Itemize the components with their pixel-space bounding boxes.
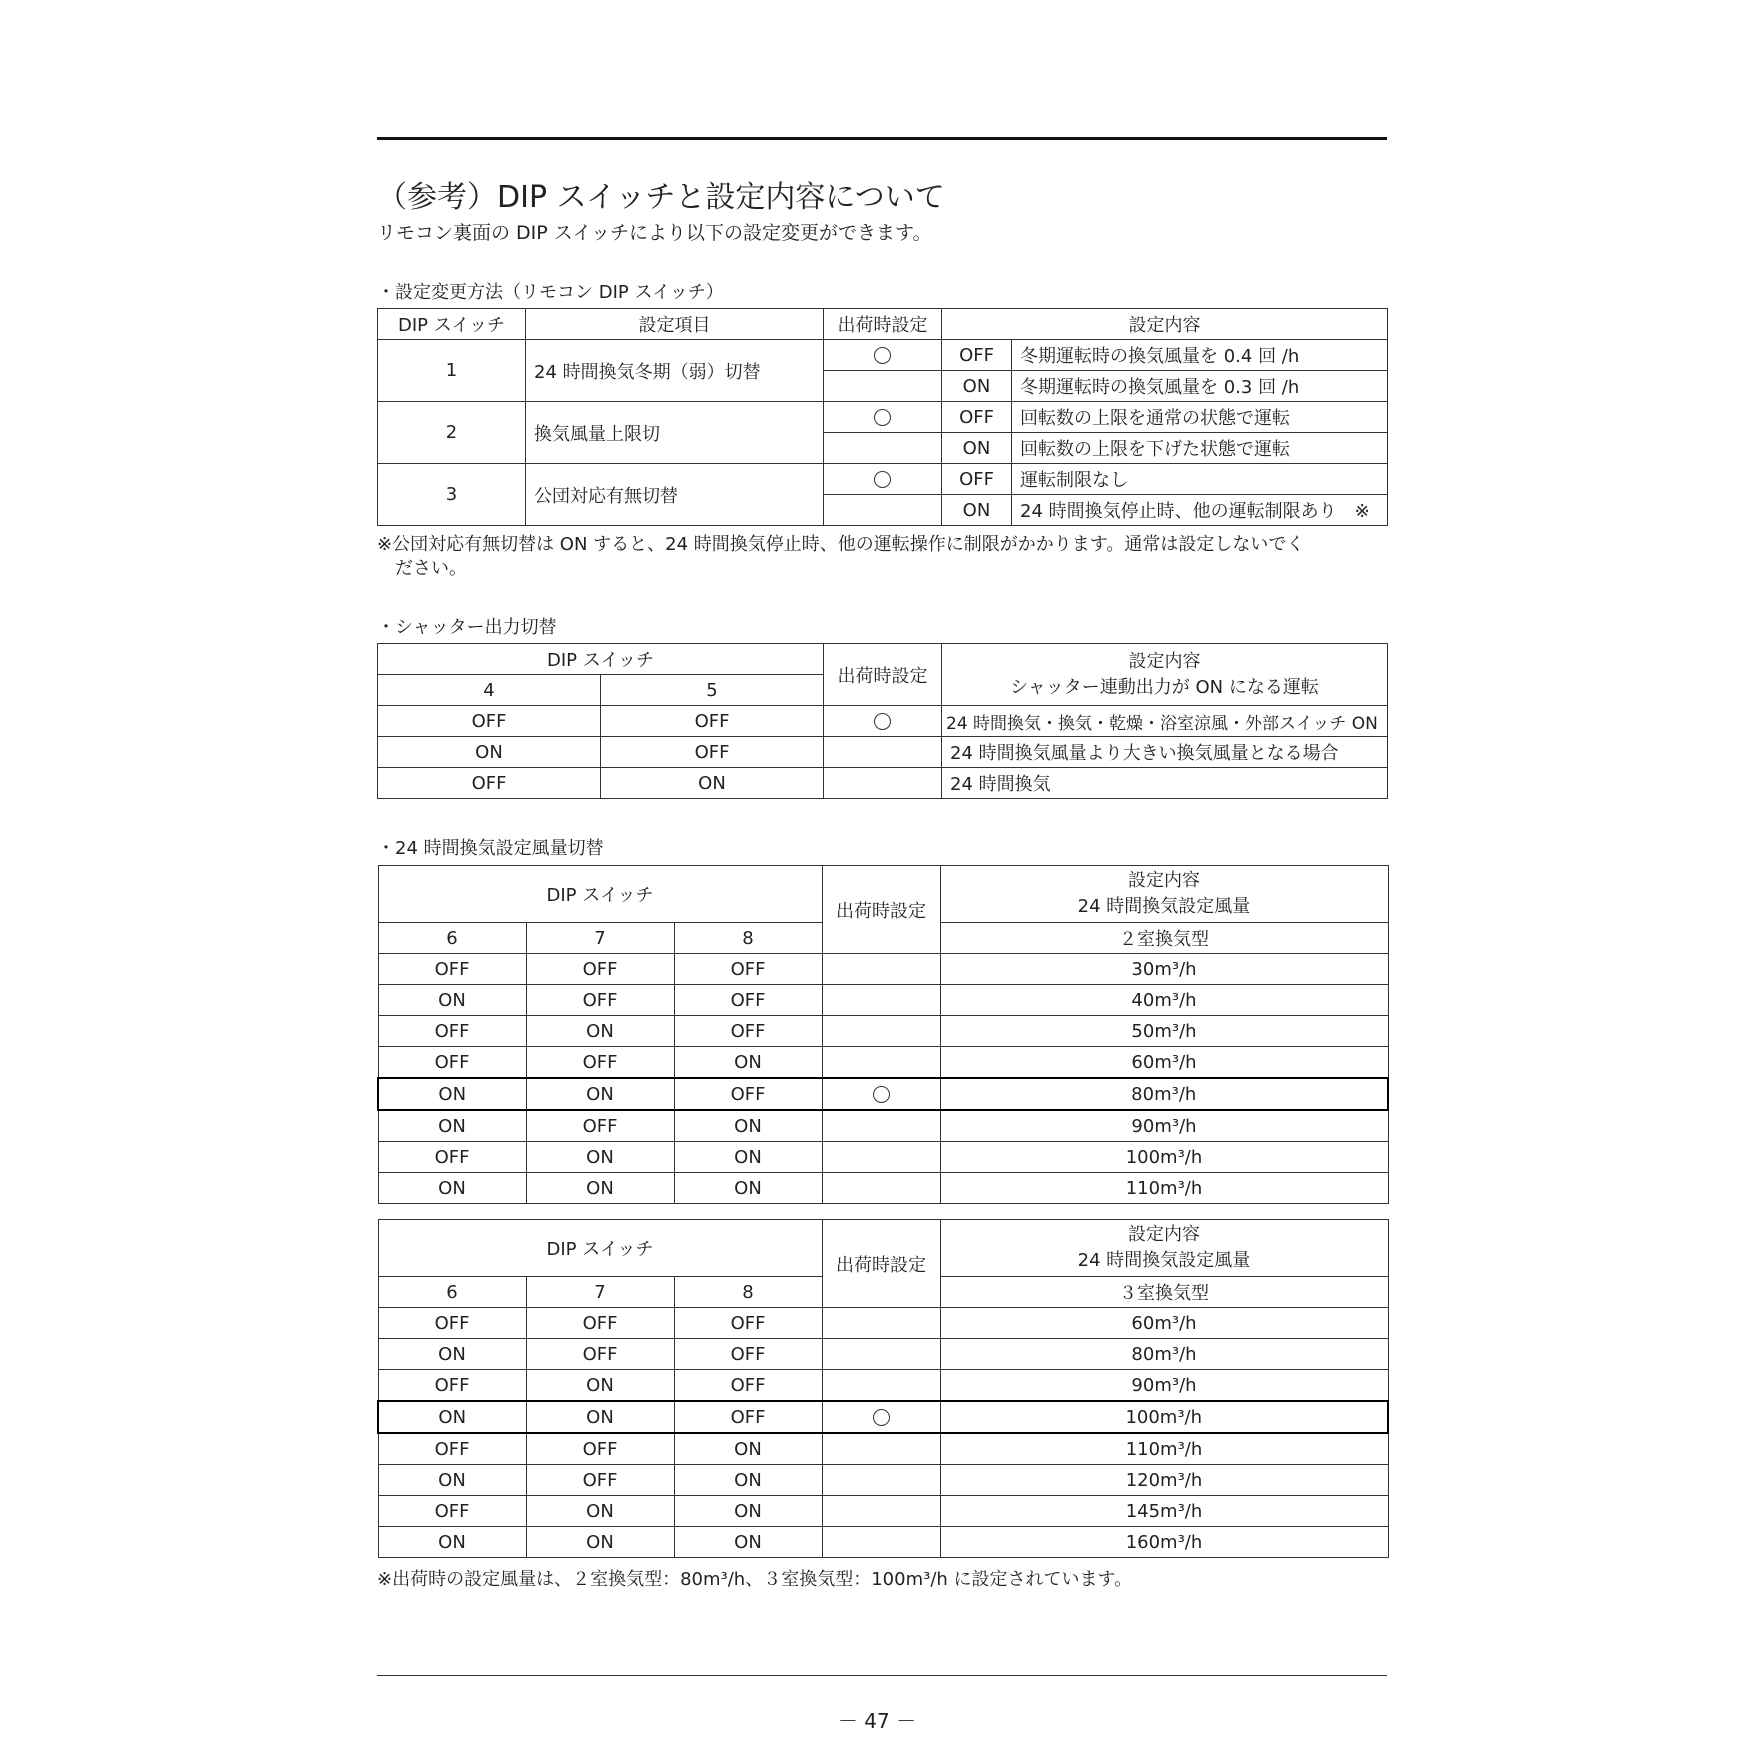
switch-state: ON — [378, 1465, 526, 1496]
table-row — [378, 1016, 1388, 1047]
setting-desc: 回転数の上限を下げた状態で運転 — [1012, 433, 1388, 464]
switch-state: OFF — [526, 954, 674, 985]
table-row — [378, 402, 1388, 433]
airflow-value: 80m³/h — [940, 1078, 1388, 1110]
setting-desc: 24 時間換気・換気・乾燥・浴室涼風・外部スイッチ ON — [942, 706, 1388, 737]
switch-state: OFF — [378, 1047, 526, 1079]
switch-state: OFF — [942, 340, 1012, 371]
header-content-line1: 設定内容 — [1128, 650, 1201, 672]
switch-state: ON — [674, 1173, 822, 1204]
circle-icon — [874, 347, 891, 364]
factory-empty — [822, 1370, 940, 1402]
switch-state: OFF — [674, 1339, 822, 1370]
header-dip: DIP スイッチ — [378, 1220, 822, 1277]
factory-empty — [824, 371, 942, 402]
switch-state: ON — [378, 1110, 526, 1142]
table-row — [378, 1142, 1388, 1173]
section2-heading: ・シャッター出力切替 — [377, 617, 557, 638]
type-label: ２室換気型 — [940, 923, 1388, 954]
switch-state: ON — [526, 1173, 674, 1204]
factory-default-mark — [822, 1078, 940, 1110]
header-factory: 出荷時設定 — [822, 1220, 940, 1308]
airflow-3room-table — [377, 1219, 1389, 1558]
factory-empty — [822, 1433, 940, 1465]
switch-state: ON — [526, 1016, 674, 1047]
factory-empty — [822, 1047, 940, 1079]
airflow-value: 100m³/h — [940, 1142, 1388, 1173]
switch-state: OFF — [942, 464, 1012, 495]
table-row — [378, 737, 1388, 768]
setting-desc: 冬期運転時の換気風量を 0.3 回 /h — [1012, 371, 1388, 402]
table-row — [378, 1433, 1388, 1465]
shutter-output-table — [377, 643, 1388, 799]
switch-state: ON — [674, 1433, 822, 1465]
dip-number: 3 — [378, 464, 526, 526]
setting-item: 24 時間換気冬期（弱）切替 — [526, 340, 824, 402]
switch-state: OFF — [378, 1016, 526, 1047]
switch-state: OFF — [674, 1401, 822, 1433]
switch-label: 8 — [674, 1277, 822, 1308]
dip-number: 1 — [378, 340, 526, 402]
page-number: － 47 － — [837, 1709, 917, 1733]
factory-default-mark — [824, 464, 942, 495]
table-row — [378, 1308, 1388, 1339]
header-factory: 出荷時設定 — [824, 644, 942, 706]
airflow-value: 160m³/h — [940, 1527, 1388, 1558]
factory-empty — [824, 495, 942, 526]
switch-state: OFF — [378, 954, 526, 985]
factory-empty — [822, 1308, 940, 1339]
note-line: ※公団対応有無切替は ON すると、24 時間換気停止時、他の運転操作に制限がかかります。通常は設定しないでく — [377, 534, 1305, 555]
setting-item: 換気風量上限切 — [526, 402, 824, 464]
switch-state: OFF — [674, 954, 822, 985]
switch-state: ON — [378, 1078, 526, 1110]
switch-state: OFF — [526, 1308, 674, 1339]
switch-state: OFF — [526, 985, 674, 1016]
circle-icon — [874, 471, 891, 488]
airflow-value: 145m³/h — [940, 1496, 1388, 1527]
table-row-factory-default — [378, 1078, 1388, 1110]
switch-state: ON — [674, 1110, 822, 1142]
section3-heading: ・24 時間換気設定風量切替 — [377, 838, 604, 859]
setting-desc: 冬期運転時の換気風量を 0.4 回 /h — [1012, 340, 1388, 371]
airflow-value: 90m³/h — [940, 1110, 1388, 1142]
switch-state: ON — [526, 1401, 674, 1433]
switch-label: 8 — [674, 923, 822, 954]
header-content: 設定内容 — [942, 309, 1388, 340]
switch-state: ON — [601, 768, 824, 799]
table-row — [378, 464, 1388, 495]
dip-settings-table — [377, 308, 1388, 526]
switch-state: ON — [378, 1527, 526, 1558]
section1-heading: ・設定変更方法（リモコン DIP スイッチ） — [377, 282, 724, 303]
factory-empty — [822, 1142, 940, 1173]
airflow-value: 110m³/h — [940, 1433, 1388, 1465]
switch-state: OFF — [526, 1110, 674, 1142]
switch-state: ON — [526, 1078, 674, 1110]
section3-note: ※出荷時の設定風量は、２室換気型：80m³/h、３室換気型：100m³/h に設定されています。 — [377, 1569, 1133, 1590]
switch-state: OFF — [378, 706, 601, 737]
table-row — [378, 1173, 1388, 1204]
table-row — [378, 1465, 1388, 1496]
switch-label: 4 — [378, 675, 601, 706]
switch-state: OFF — [526, 1047, 674, 1079]
table-row — [378, 1527, 1388, 1558]
switch-label: 6 — [378, 923, 526, 954]
circle-icon — [874, 713, 891, 730]
header-content-line2: 24 時間換気設定風量 — [1077, 896, 1251, 917]
circle-icon — [873, 1086, 890, 1103]
switch-state: ON — [378, 985, 526, 1016]
factory-default-mark — [824, 706, 942, 737]
switch-state: OFF — [601, 737, 824, 768]
bottom-rule — [377, 1675, 1387, 1676]
header-content-line2: シャッター連動出力が ON になる運転 — [1010, 676, 1319, 698]
table-row — [378, 768, 1388, 799]
switch-state: ON — [378, 1173, 526, 1204]
switch-state: ON — [526, 1142, 674, 1173]
airflow-value: 30m³/h — [940, 954, 1388, 985]
table-row — [378, 985, 1388, 1016]
switch-state: ON — [674, 1496, 822, 1527]
header-content — [940, 1220, 1388, 1277]
switch-state: ON — [378, 1401, 526, 1433]
switch-state: ON — [674, 1047, 822, 1079]
setting-item: 公団対応有無切替 — [526, 464, 824, 526]
setting-desc: 24 時間換気停止時、他の運転制限あり ※ — [1012, 495, 1388, 526]
table-row — [378, 706, 1388, 737]
type-label: ３室換気型 — [940, 1277, 1388, 1308]
switch-state: OFF — [378, 1142, 526, 1173]
header-content-line1: 設定内容 — [1128, 1224, 1200, 1245]
switch-state: OFF — [378, 768, 601, 799]
factory-empty — [822, 1016, 940, 1047]
setting-desc: 24 時間換気風量より大きい換気風量となる場合 — [942, 737, 1388, 768]
table-header-row — [378, 644, 1388, 675]
table-row-factory-default — [378, 1401, 1388, 1433]
switch-state: ON — [942, 433, 1012, 464]
header-dip: DIP スイッチ — [378, 866, 822, 923]
header-content — [942, 644, 1388, 706]
switch-state: OFF — [674, 1016, 822, 1047]
switch-label: 7 — [526, 923, 674, 954]
airflow-value: 100m³/h — [940, 1401, 1388, 1433]
airflow-value: 80m³/h — [940, 1339, 1388, 1370]
top-rule — [377, 137, 1387, 140]
switch-state: OFF — [378, 1433, 526, 1465]
header-dip: DIP スイッチ — [378, 644, 824, 675]
setting-desc: 運転制限なし — [1012, 464, 1388, 495]
factory-empty — [822, 1527, 940, 1558]
table-row — [378, 1496, 1388, 1527]
switch-state: OFF — [674, 985, 822, 1016]
factory-empty — [822, 1339, 940, 1370]
page-title: （参考）DIP スイッチと設定内容について — [377, 180, 945, 215]
table-row — [378, 340, 1388, 371]
switch-state: ON — [378, 737, 601, 768]
switch-state: OFF — [674, 1370, 822, 1402]
setting-desc: 回転数の上限を通常の状態で運転 — [1012, 402, 1388, 433]
header-content-line2: 24 時間換気設定風量 — [1077, 1250, 1251, 1271]
switch-state: ON — [942, 371, 1012, 402]
switch-state: OFF — [674, 1308, 822, 1339]
switch-state: OFF — [942, 402, 1012, 433]
table-row — [378, 1339, 1388, 1370]
factory-default-mark — [824, 340, 942, 371]
switch-state: ON — [674, 1142, 822, 1173]
switch-state: ON — [378, 1339, 526, 1370]
airflow-value: 120m³/h — [940, 1465, 1388, 1496]
switch-state: ON — [942, 495, 1012, 526]
table-header-row — [378, 866, 1388, 923]
factory-empty — [822, 985, 940, 1016]
table-row — [378, 1110, 1388, 1142]
factory-empty — [822, 1173, 940, 1204]
header-content — [940, 866, 1388, 923]
table-row — [378, 1047, 1388, 1079]
factory-empty — [822, 954, 940, 985]
switch-state: OFF — [378, 1496, 526, 1527]
section1-note — [377, 533, 1304, 581]
switch-state: OFF — [378, 1308, 526, 1339]
switch-state: ON — [526, 1527, 674, 1558]
header-factory: 出荷時設定 — [822, 866, 940, 954]
switch-state: ON — [674, 1465, 822, 1496]
header-content-line1: 設定内容 — [1128, 870, 1200, 891]
table-header-row — [378, 1220, 1388, 1277]
factory-default-mark — [822, 1401, 940, 1433]
switch-state: OFF — [526, 1465, 674, 1496]
airflow-value: 50m³/h — [940, 1016, 1388, 1047]
switch-label: 5 — [601, 675, 824, 706]
factory-empty — [822, 1465, 940, 1496]
note-line: ださい。 — [377, 558, 467, 579]
airflow-value: 40m³/h — [940, 985, 1388, 1016]
airflow-2room-table — [377, 865, 1389, 1204]
factory-empty — [822, 1496, 940, 1527]
airflow-value: 90m³/h — [940, 1370, 1388, 1402]
switch-state: ON — [674, 1527, 822, 1558]
table-header-row — [378, 309, 1388, 340]
switch-state: OFF — [601, 706, 824, 737]
switch-state: OFF — [526, 1339, 674, 1370]
switch-label: 7 — [526, 1277, 674, 1308]
header-item: 設定項目 — [526, 309, 824, 340]
factory-empty — [824, 433, 942, 464]
factory-empty — [822, 1110, 940, 1142]
switch-label: 6 — [378, 1277, 526, 1308]
table-row — [378, 1370, 1388, 1402]
factory-default-mark — [824, 402, 942, 433]
switch-state: OFF — [378, 1370, 526, 1402]
airflow-value: 110m³/h — [940, 1173, 1388, 1204]
switch-state: OFF — [526, 1433, 674, 1465]
circle-icon — [873, 1409, 890, 1426]
switch-state: ON — [526, 1370, 674, 1402]
factory-empty — [824, 737, 942, 768]
header-factory: 出荷時設定 — [824, 309, 942, 340]
airflow-value: 60m³/h — [940, 1047, 1388, 1079]
switch-state: ON — [526, 1496, 674, 1527]
circle-icon — [874, 409, 891, 426]
airflow-value: 60m³/h — [940, 1308, 1388, 1339]
header-dip: DIP スイッチ — [378, 309, 526, 340]
factory-empty — [824, 768, 942, 799]
page-subtitle: リモコン裏面の DIP スイッチにより以下の設定変更ができます。 — [377, 222, 932, 244]
switch-state: OFF — [674, 1078, 822, 1110]
setting-desc: 24 時間換気 — [942, 768, 1388, 799]
table-row — [378, 954, 1388, 985]
dip-number: 2 — [378, 402, 526, 464]
